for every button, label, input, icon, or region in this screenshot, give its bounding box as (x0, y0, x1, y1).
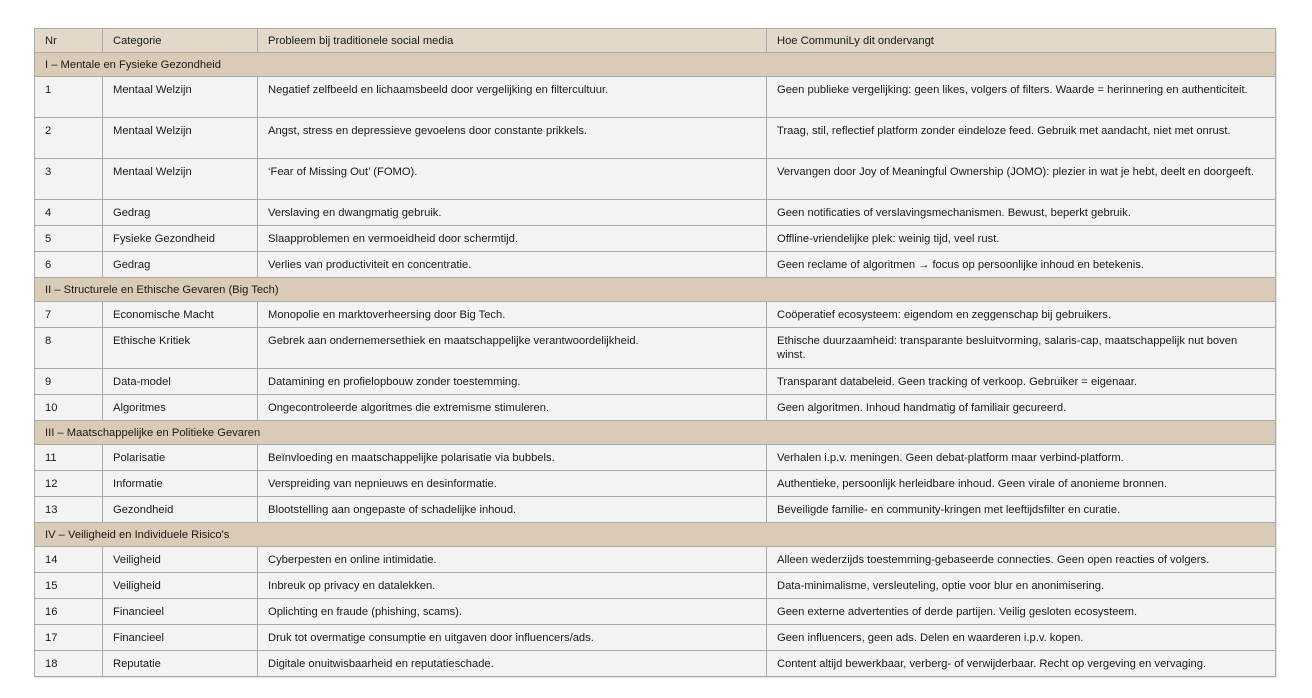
cell-oplossing: Verhalen i.p.v. meningen. Geen debat-platform maar verbind-platform. (767, 445, 1276, 471)
cell-categorie: Gezondheid (103, 497, 258, 523)
section-row (35, 523, 1276, 547)
cell-oplossing: Ethische duurzaamheid: transparante besluitvorming, salaris-cap, maatschappelijk nut boven winst. (767, 328, 1276, 369)
cell-probleem: Druk tot overmatige consumptie en uitgaven door influencers/ads. (258, 625, 767, 651)
cell-nr: 6 (35, 252, 103, 278)
cell-categorie: Mentaal Welzijn (103, 77, 258, 118)
table-row (35, 625, 1276, 651)
cell-probleem: Beïnvloeding en maatschappelijke polarisatie via bubbels. (258, 445, 767, 471)
header-probleem: Probleem bij traditionele social media (258, 29, 767, 53)
table-row (35, 471, 1276, 497)
cell-probleem: Inbreuk op privacy en datalekken. (258, 573, 767, 599)
cell-probleem: Negatief zelfbeeld en lichaamsbeeld door vergelijking en filtercultuur. (258, 77, 767, 118)
cell-nr: 12 (35, 471, 103, 497)
cell-oplossing: Traag, stil, reflectief platform zonder eindeloze feed. Gebruik met aandacht, niet met onrust. (767, 118, 1276, 159)
cell-nr: 11 (35, 445, 103, 471)
cell-probleem: Verslaving en dwangmatig gebruik. (258, 200, 767, 226)
table-row (35, 395, 1276, 421)
cell-categorie: Veiligheid (103, 573, 258, 599)
cell-nr: 1 (35, 77, 103, 118)
table-header-row (35, 29, 1276, 53)
section-title: I – Mentale en Fysieke Gezondheid (35, 53, 1276, 77)
table-row (35, 445, 1276, 471)
cell-probleem: Digitale onuitwisbaarheid en reputatieschade. (258, 651, 767, 677)
cell-categorie: Fysieke Gezondheid (103, 226, 258, 252)
cell-categorie: Mentaal Welzijn (103, 118, 258, 159)
table-row (35, 226, 1276, 252)
cell-oplossing: Content altijd bewerkbaar, verberg- of verwijderbaar. Recht op vergeving en vervaging. (767, 651, 1276, 677)
cell-categorie: Financieel (103, 625, 258, 651)
section-title: II – Structurele en Ethische Gevaren (Big Tech) (35, 278, 1276, 302)
cell-oplossing: Alleen wederzijds toestemming-gebaseerde connecties. Geen open reacties of volgers. (767, 547, 1276, 573)
cell-categorie: Gedrag (103, 252, 258, 278)
table-row (35, 651, 1276, 677)
cell-categorie: Mentaal Welzijn (103, 159, 258, 200)
cell-oplossing: Geen publieke vergelijking: geen likes, volgers of filters. Waarde = herinnering en authenticiteit. (767, 77, 1276, 118)
section-row (35, 53, 1276, 77)
table-row (35, 252, 1276, 278)
cell-categorie: Economische Macht (103, 302, 258, 328)
risk-comparison-table (34, 28, 1276, 677)
cell-nr: 3 (35, 159, 103, 200)
cell-probleem: Angst, stress en depressieve gevoelens door constante prikkels. (258, 118, 767, 159)
cell-probleem: Ongecontroleerde algoritmes die extremisme stimuleren. (258, 395, 767, 421)
section-title: III – Maatschappelijke en Politieke Gevaren (35, 421, 1276, 445)
cell-categorie: Data-model (103, 369, 258, 395)
cell-oplossing: Geen notificaties of verslavingsmechanismen. Bewust, beperkt gebruik. (767, 200, 1276, 226)
cell-probleem: Monopolie en marktoverheersing door Big Tech. (258, 302, 767, 328)
cell-categorie: Ethische Kritiek (103, 328, 258, 369)
cell-nr: 14 (35, 547, 103, 573)
cell-nr: 8 (35, 328, 103, 369)
cell-oplossing: Authentieke, persoonlijk herleidbare inhoud. Geen virale of anonieme bronnen. (767, 471, 1276, 497)
cell-oplossing: Data-minimalisme, versleuteling, optie voor blur en anonimisering. (767, 573, 1276, 599)
table-row (35, 547, 1276, 573)
table-row (35, 573, 1276, 599)
cell-nr: 13 (35, 497, 103, 523)
cell-probleem: Datamining en profielopbouw zonder toestemming. (258, 369, 767, 395)
table-row (35, 497, 1276, 523)
section-row (35, 421, 1276, 445)
cell-oplossing: Geen algoritmen. Inhoud handmatig of familiair gecureerd. (767, 395, 1276, 421)
cell-categorie: Polarisatie (103, 445, 258, 471)
cell-nr: 16 (35, 599, 103, 625)
cell-probleem: Verspreiding van nepnieuws en desinformatie. (258, 471, 767, 497)
cell-probleem: Blootstelling aan ongepaste of schadelijke inhoud. (258, 497, 767, 523)
cell-oplossing: Geen reclame of algoritmen → focus op persoonlijke inhoud en betekenis. (767, 252, 1276, 278)
cell-categorie: Informatie (103, 471, 258, 497)
table-row (35, 77, 1276, 118)
cell-oplossing: Geen externe advertenties of derde partijen. Veilig gesloten ecosysteem. (767, 599, 1276, 625)
header-nr: Nr (35, 29, 103, 53)
cell-oplossing: Beveiligde familie- en community-kringen met leeftijdsfilter en curatie. (767, 497, 1276, 523)
cell-probleem: Slaapproblemen en vermoeidheid door schermtijd. (258, 226, 767, 252)
cell-oplossing: Offline-vriendelijke plek: weinig tijd, veel rust. (767, 226, 1276, 252)
cell-categorie: Financieel (103, 599, 258, 625)
section-title: IV – Veiligheid en Individuele Risico's (35, 523, 1276, 547)
cell-oplossing: Coöperatief ecosysteem: eigendom en zeggenschap bij gebruikers. (767, 302, 1276, 328)
cell-oplossing: Transparant databeleid. Geen tracking of verkoop. Gebruiker = eigenaar. (767, 369, 1276, 395)
cell-oplossing: Vervangen door Joy of Meaningful Ownership (JOMO): plezier in wat je hebt, deelt en doorgeeft. (767, 159, 1276, 200)
table-body (35, 53, 1276, 677)
table-row (35, 118, 1276, 159)
cell-nr: 15 (35, 573, 103, 599)
cell-nr: 7 (35, 302, 103, 328)
cell-categorie: Veiligheid (103, 547, 258, 573)
cell-probleem: ‘Fear of Missing Out’ (FOMO). (258, 159, 767, 200)
header-oplossing: Hoe CommuniLy dit ondervangt (767, 29, 1276, 53)
section-row (35, 278, 1276, 302)
cell-nr: 5 (35, 226, 103, 252)
cell-nr: 9 (35, 369, 103, 395)
cell-probleem: Verlies van productiviteit en concentratie. (258, 252, 767, 278)
cell-nr: 4 (35, 200, 103, 226)
cell-categorie: Algoritmes (103, 395, 258, 421)
cell-oplossing: Geen influencers, geen ads. Delen en waarderen i.p.v. kopen. (767, 625, 1276, 651)
cell-nr: 18 (35, 651, 103, 677)
table-row (35, 328, 1276, 369)
cell-nr: 10 (35, 395, 103, 421)
cell-nr: 17 (35, 625, 103, 651)
cell-probleem: Cyberpesten en online intimidatie. (258, 547, 767, 573)
cell-nr: 2 (35, 118, 103, 159)
table-row (35, 369, 1276, 395)
cell-categorie: Gedrag (103, 200, 258, 226)
header-categorie: Categorie (103, 29, 258, 53)
table-row (35, 200, 1276, 226)
table-row (35, 599, 1276, 625)
table-row (35, 302, 1276, 328)
table-row (35, 159, 1276, 200)
cell-categorie: Reputatie (103, 651, 258, 677)
cell-probleem: Gebrek aan ondernemersethiek en maatschappelijke verantwoordelijkheid. (258, 328, 767, 369)
cell-probleem: Oplichting en fraude (phishing, scams). (258, 599, 767, 625)
